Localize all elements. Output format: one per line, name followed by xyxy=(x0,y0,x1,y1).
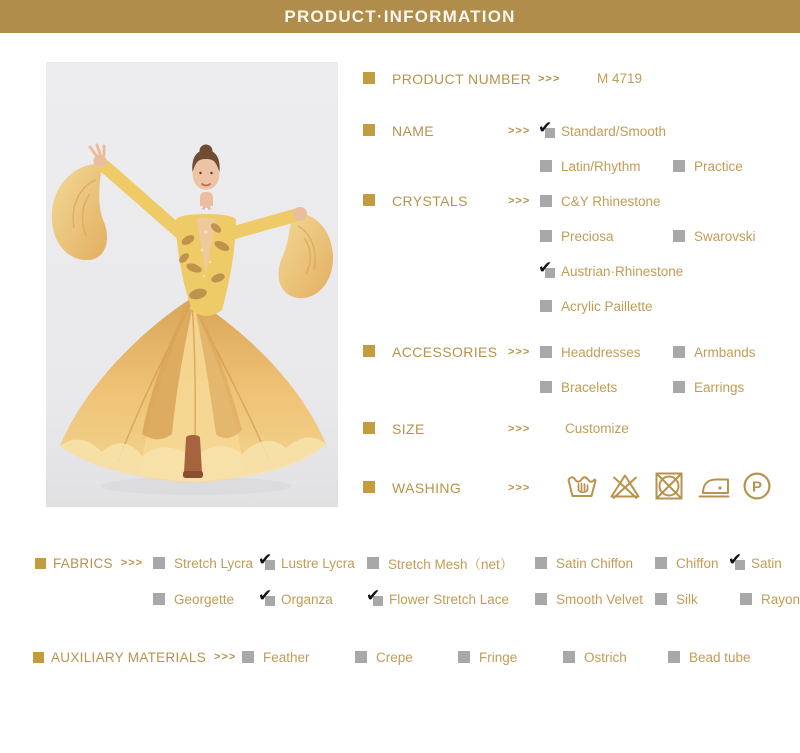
option-bead-tube xyxy=(668,650,751,665)
section-label: NAME xyxy=(392,123,435,139)
option-silk xyxy=(655,592,740,607)
checkbox-checked-icon xyxy=(728,550,746,570)
arrows-icon: >>> xyxy=(508,423,531,435)
option-rayon xyxy=(740,592,800,607)
section-label: SIZE xyxy=(392,421,425,437)
checkbox-unchecked-icon xyxy=(668,651,680,663)
option-line xyxy=(540,342,800,362)
section-value: Customize xyxy=(565,421,629,436)
check-icon: ✔ xyxy=(258,550,273,570)
option-label: Swarovski xyxy=(694,228,756,244)
checkbox-checked-icon xyxy=(538,258,556,278)
option-label: Practice xyxy=(694,158,743,174)
option-bracelets xyxy=(540,380,673,395)
option-line xyxy=(538,258,800,281)
option-standard-smooth xyxy=(538,118,667,139)
arrows-icon: >>> xyxy=(120,557,144,569)
option-label: Georgette xyxy=(174,591,235,607)
page-title xyxy=(0,0,800,33)
bullet-icon xyxy=(363,72,375,84)
checkbox-unchecked-icon xyxy=(563,651,575,663)
fabrics-heading xyxy=(35,553,143,573)
option-label: Stretch Mesh（net） xyxy=(388,557,514,572)
fabrics-label: FABRICS xyxy=(53,555,113,571)
option-feather xyxy=(242,650,355,665)
do-not-bleach-icon xyxy=(609,471,641,501)
bullet-icon xyxy=(363,481,375,493)
checkbox-unchecked-icon xyxy=(367,557,379,569)
checkbox-unchecked-icon xyxy=(673,346,685,358)
arrows-icon: >>> xyxy=(214,651,237,663)
fabrics-row-2 xyxy=(153,586,800,609)
section-label: CRYSTALS xyxy=(392,193,468,209)
option-label: Latin/Rhythm xyxy=(561,158,641,174)
check-icon: ✔ xyxy=(366,586,381,606)
page-title-text: PRODUCT·INFORMATION xyxy=(284,6,516,26)
section-label: WASHING xyxy=(392,480,462,496)
check-icon: ✔ xyxy=(258,586,273,606)
bullet-icon xyxy=(363,194,375,206)
fabrics-row-1 xyxy=(153,550,782,573)
option-organza xyxy=(258,586,368,607)
option-practice xyxy=(673,159,743,174)
option-label: Rayon xyxy=(761,591,800,607)
hand-wash-icon xyxy=(566,471,598,501)
section-label: PRODUCT NUMBER xyxy=(392,71,532,87)
bullet-icon xyxy=(363,422,375,434)
section-options xyxy=(540,419,800,439)
option-label: Austrian·Rhinestone xyxy=(561,263,684,279)
bullet-icon xyxy=(33,652,44,663)
checkbox-unchecked-icon xyxy=(458,651,470,663)
svg-text:P: P xyxy=(751,478,763,496)
auxiliary-materials-label: AUXILIARY MATERIALS xyxy=(51,649,207,665)
option-smooth-velvet xyxy=(535,592,655,607)
option-georgette xyxy=(153,592,260,607)
option-label: Bead tube xyxy=(689,649,751,665)
option-label: C&Y Rhinestone xyxy=(561,193,661,209)
checkbox-unchecked-icon xyxy=(673,230,685,242)
section-options xyxy=(540,191,800,331)
checkbox-unchecked-icon xyxy=(153,557,165,569)
option-label: Earrings xyxy=(694,379,745,395)
checkbox-checked-icon xyxy=(258,550,276,570)
option-line xyxy=(540,191,800,211)
checkbox-unchecked-icon xyxy=(655,557,667,569)
check-icon: ✔ xyxy=(728,550,743,570)
option-preciosa xyxy=(540,229,673,244)
option-austrian-rhinestone xyxy=(538,258,684,279)
checkbox-unchecked-icon xyxy=(540,381,552,393)
arrows-icon: >>> xyxy=(508,195,531,207)
checkbox-unchecked-icon xyxy=(740,593,752,605)
option-label: Organza xyxy=(281,591,333,607)
option-earrings xyxy=(673,380,744,395)
option-chiffon xyxy=(655,556,730,571)
checkbox-unchecked-icon xyxy=(673,160,685,172)
option-label: Acrylic Paillette xyxy=(561,298,653,314)
dry-clean-p-icon xyxy=(742,471,772,501)
option-label: Headdresses xyxy=(561,344,641,360)
checkbox-unchecked-icon xyxy=(655,593,667,605)
product-photo xyxy=(46,62,338,507)
dancer-illustration xyxy=(46,62,338,507)
section-options xyxy=(540,342,800,412)
option-line xyxy=(540,156,800,176)
option-line xyxy=(540,377,800,397)
option-label: Satin Chiffon xyxy=(556,555,634,571)
option-acrylic-paillette xyxy=(540,299,653,314)
option-satin xyxy=(728,550,782,571)
option-armbands xyxy=(673,345,756,360)
option-c-y-rhinestone xyxy=(540,194,661,209)
option-label: Standard/Smooth xyxy=(561,123,667,139)
checkbox-unchecked-icon xyxy=(540,230,552,242)
auxiliary-materials-heading xyxy=(33,647,236,667)
option-label: Feather xyxy=(263,649,310,665)
checkbox-unchecked-icon xyxy=(355,651,367,663)
option-ostrich xyxy=(563,650,668,665)
washing-symbols xyxy=(566,471,772,501)
option-label: Chiffon xyxy=(676,555,719,571)
option-stretch-lycra xyxy=(153,556,260,571)
checkbox-unchecked-icon xyxy=(540,346,552,358)
section-label: ACCESSORIES xyxy=(392,344,498,360)
option-line xyxy=(540,296,800,316)
check-icon: ✔ xyxy=(538,118,553,138)
bullet-icon xyxy=(363,124,375,136)
iron-icon xyxy=(697,471,731,501)
option-label: Preciosa xyxy=(561,228,614,244)
option-satin-chiffon xyxy=(535,556,655,571)
option-latin-rhythm xyxy=(540,159,673,174)
option-flower-stretch-lace xyxy=(366,586,535,607)
option-headdresses xyxy=(540,345,673,360)
option-label: Satin xyxy=(751,555,782,571)
arrows-icon: >>> xyxy=(508,125,531,137)
bullet-icon xyxy=(35,558,46,569)
checkbox-unchecked-icon xyxy=(540,195,552,207)
checkbox-unchecked-icon xyxy=(153,593,165,605)
checkbox-unchecked-icon xyxy=(540,300,552,312)
option-lustre-lycra xyxy=(258,550,367,571)
checkbox-unchecked-icon xyxy=(535,593,547,605)
option-crepe xyxy=(355,650,458,665)
option-label: Ostrich xyxy=(584,649,627,665)
check-icon: ✔ xyxy=(538,258,553,278)
option-label: Stretch Lycra xyxy=(174,555,254,571)
arrows-icon: >>> xyxy=(508,346,531,358)
checkbox-unchecked-icon xyxy=(673,381,685,393)
option-stretch-mesh-net xyxy=(367,553,535,573)
option-label: Smooth Velvet xyxy=(556,591,644,607)
option-label: Armbands xyxy=(694,344,756,360)
arrows-icon: >>> xyxy=(538,73,561,85)
option-label: Bracelets xyxy=(561,379,618,395)
section-value: M 4719 xyxy=(597,71,643,86)
option-label: Flower Stretch Lace xyxy=(389,591,510,607)
option-line xyxy=(538,118,800,141)
option-label: Fringe xyxy=(479,649,518,665)
option-line xyxy=(540,226,800,246)
product-info-panel xyxy=(355,62,800,522)
checkbox-checked-icon xyxy=(538,118,556,138)
checkbox-unchecked-icon xyxy=(242,651,254,663)
section-options xyxy=(538,118,800,191)
option-swarovski xyxy=(673,229,756,244)
checkbox-unchecked-icon xyxy=(540,160,552,172)
checkbox-unchecked-icon xyxy=(535,557,547,569)
do-not-tumble-dry-icon xyxy=(652,471,686,501)
option-label: Crepe xyxy=(376,649,413,665)
bullet-icon xyxy=(363,345,375,357)
option-label: Silk xyxy=(676,591,698,607)
auxiliary-materials-row xyxy=(242,647,751,667)
checkbox-checked-icon xyxy=(366,586,384,606)
section-options xyxy=(540,69,800,89)
checkbox-checked-icon xyxy=(258,586,276,606)
arrows-icon: >>> xyxy=(508,482,531,494)
option-label: Lustre Lycra xyxy=(281,555,355,571)
option-fringe xyxy=(458,650,563,665)
